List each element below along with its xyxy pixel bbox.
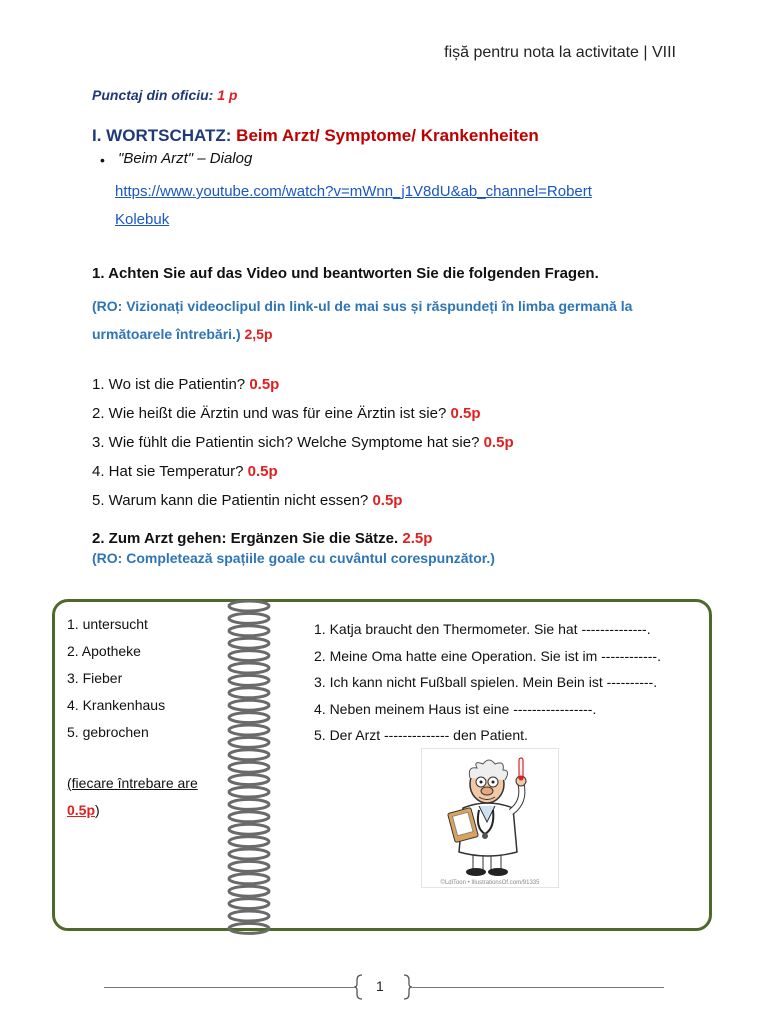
spiral-coil <box>229 688 269 698</box>
punctaj-line <box>92 87 237 103</box>
spiral-coil <box>229 861 269 871</box>
word-item: 1. untersucht <box>67 616 148 632</box>
spiral-coil <box>229 849 269 859</box>
note-points: 0.5p <box>67 802 96 818</box>
spiral-binding-icon <box>224 600 274 935</box>
spiral-coil <box>229 824 269 834</box>
sentence-list <box>314 616 661 749</box>
spiral-coil <box>229 737 269 747</box>
spiral-coil <box>229 601 269 611</box>
sentence-item: 4. Neben meinem Haus ist eine -----------------. <box>314 700 597 717</box>
question-item: 4. Hat sie Temperatur? 0.5p <box>92 463 278 480</box>
sentence-item: 1. Katja braucht den Thermometer. Sie hat --------------. <box>314 621 651 637</box>
section-prefix: I. WORTSCHATZ: <box>92 126 232 145</box>
word-list <box>67 611 165 746</box>
question-item: 3. Wie fühlt die Patientin sich? Welche Symptome hat sie? 0.5p <box>92 434 514 451</box>
exercise2-points: 2.5p <box>402 530 433 547</box>
sentence-item: 2. Meine Oma hatte eine Operation. Sie ist im ------------. <box>314 647 661 664</box>
punctaj-points: 1 p <box>217 87 238 103</box>
spiral-coil <box>229 799 269 809</box>
spiral-coil <box>229 837 269 847</box>
image-caption: ©LdlToon • IllustrationsOf.com/91335 <box>440 880 540 886</box>
spiral-coil <box>229 626 269 636</box>
spiral-coil <box>229 762 269 772</box>
exercise2-title: 2. Zum Arzt gehen: Ergänzen Sie die Sätze. 2.5p <box>92 530 433 547</box>
link-line-2[interactable]: Kolebuk <box>115 211 170 228</box>
spiral-coil <box>229 725 269 735</box>
spiral-coil <box>229 911 269 921</box>
punctaj-label: Punctaj din oficiu: <box>92 87 214 103</box>
spiral-coil <box>229 923 269 933</box>
spiral-coil <box>229 675 269 685</box>
youtube-link[interactable] <box>115 178 685 234</box>
word-item: 3. Fieber <box>67 670 123 686</box>
spiral-coil <box>229 775 269 785</box>
spiral-coil <box>229 874 269 884</box>
section-title <box>92 126 539 146</box>
video-bullet: "Beim Arzt" – Dialog <box>118 150 253 167</box>
page-number: 1 <box>376 978 384 994</box>
exercise1-points: 2,5p <box>244 326 273 342</box>
bullet-icon: • <box>100 152 105 168</box>
spiral-coil <box>229 663 269 673</box>
spiral-coil <box>229 651 269 661</box>
spiral-coil <box>229 750 269 760</box>
spiral-coil <box>229 886 269 896</box>
question-list <box>92 370 514 515</box>
exercise2-ro: (RO: Completează spațiile goale cu cuvântul corespunzător.) <box>92 550 495 566</box>
points-note: (fiecare întrebare are 0.5p) <box>67 770 198 824</box>
spiral-coil <box>229 638 269 648</box>
doctor-illustration <box>421 748 559 888</box>
word-item: 4. Krankenhaus <box>67 697 166 713</box>
spiral-coil <box>229 613 269 623</box>
spiral-coil <box>229 713 269 723</box>
page-header: fișă pentru nota la activitate | VIII <box>444 44 676 61</box>
exercise1-ro-text: (RO: Vizionați videoclipul din link-ul de mai sus și răspundeți în limba germană la următoarele întrebări.) <box>92 298 633 342</box>
question-item: 1. Wo ist die Patientin? 0.5p <box>92 376 280 393</box>
word-item: 5. gebrochen <box>67 724 149 740</box>
sentence-item: 5. Der Arzt -------------- den Patient. <box>314 727 528 743</box>
link-line-1[interactable]: https://www.youtube.com/watch?v=mWnn_j1V8dU&ab_channel=Robert <box>115 183 592 200</box>
sentence-item: 3. Ich kann nicht Fußball spielen. Mein Bein ist ----------. <box>314 674 658 690</box>
word-item: 2. Apotheke <box>67 643 141 659</box>
spiral-coil <box>229 787 269 797</box>
question-item: 5. Warum kann die Patientin nicht essen? 0.5p <box>92 492 403 509</box>
spiral-coil <box>229 899 269 909</box>
note-text: (fiecare întrebare are <box>67 775 198 791</box>
section-topic: Beim Arzt/ Symptome/ Krankenheiten <box>236 126 539 145</box>
exercise1-title: 1. Achten Sie auf das Video und beantworten Sie die folgenden Fragen. <box>92 265 599 282</box>
spiral-coil <box>229 700 269 710</box>
exercise1-ro <box>92 292 652 348</box>
question-item: 2. Wie heißt die Ärztin und was für eine Ärztin ist sie? 0.5p <box>92 405 481 422</box>
spiral-coil <box>229 812 269 822</box>
